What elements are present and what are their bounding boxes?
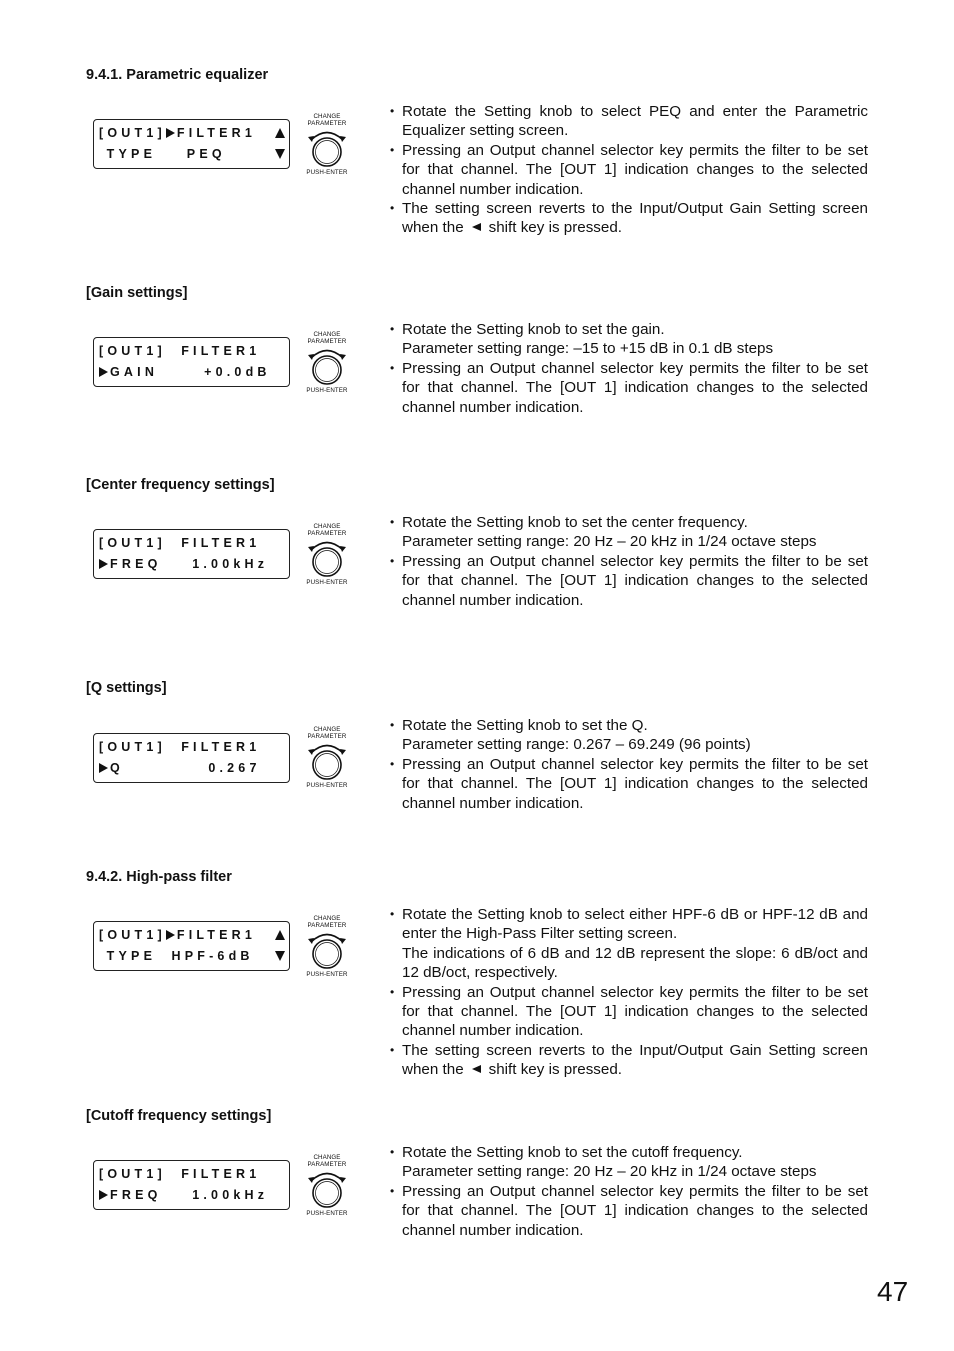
list-item-text: The setting screen reverts to the Input/Output Gain Setting screen when the [402, 1041, 868, 1079]
lcd-text: [OUT1] FILTER1 [99, 344, 261, 358]
knob-label: PARAMETER [307, 922, 347, 929]
cursor-arrow-icon [99, 559, 108, 569]
setting-knob-q [302, 726, 352, 790]
section-heading-high-pass-filter: 9.4.2. High-pass filter [86, 869, 232, 885]
list-item [390, 716, 868, 755]
cursor-arrow-icon [166, 930, 175, 940]
lcd-text: [OUT1] [99, 928, 166, 942]
description-list-hpf [390, 905, 868, 1080]
knob-label: PUSH-ENTER [306, 1210, 348, 1217]
lcd-text: TYPE HPF-6dB [99, 949, 254, 963]
list-item-text: The indications of 6 dB and 12 dB represent the slope: 6 dB/oct and 12 dB/oct, respectively. [402, 944, 868, 982]
cursor-arrow-icon [99, 367, 108, 377]
lcd-display-q [93, 733, 290, 783]
list-item-text: Parameter setting range: 20 Hz – 20 kHz in 1/24 octave steps [402, 1163, 817, 1181]
lcd-text: FILTER1 [176, 928, 257, 942]
knob-label: PARAMETER [307, 338, 347, 345]
lcd-display-center-frequency [93, 529, 290, 579]
cursor-arrow-icon [99, 1190, 108, 1200]
list-item-text: Parameter setting range: –15 to +15 dB in 0.1 dB steps [402, 340, 774, 358]
lcd-text: TYPE PEQ [99, 147, 226, 161]
list-item-text: • Rotate the Setting knob to set the center frequency. [402, 514, 748, 531]
setting-knob-gain [302, 331, 352, 395]
list-item: • Pressing an Output channel selector key permits the filter to be set for that channel. The [OUT 1] indication changes to the selected channel number indication. [390, 755, 868, 813]
page-number: 47 [877, 1276, 909, 1307]
scroll-up-icon [275, 930, 285, 940]
list-item [390, 513, 868, 552]
scroll-down-icon [275, 149, 285, 159]
section-heading-gain-settings: [Gain settings] [86, 285, 188, 301]
shift-left-arrow-icon [472, 1065, 481, 1073]
knob-label: PUSH-ENTER [306, 971, 348, 978]
lcd-text: [OUT1] FILTER1 [99, 536, 261, 550]
list-item-text: Parameter setting range: 0.267 – 69.249 (96 points) [402, 736, 751, 754]
knob-dial-icon [302, 915, 352, 979]
setting-knob-cutoff-frequency [302, 1154, 352, 1218]
description-list-gain [390, 320, 868, 417]
knob-label: CHANGE [313, 726, 341, 733]
lcd-text: [OUT1] [99, 126, 166, 140]
knob-label: PARAMETER [307, 733, 347, 740]
list-item [390, 1041, 868, 1080]
list-item: • Pressing an Output channel selector key permits the filter to be set for that channel. The [OUT 1] indication changes to the selected channel number indication. [390, 141, 868, 199]
list-item [390, 905, 868, 983]
shift-left-arrow-icon [472, 223, 481, 231]
knob-label: PARAMETER [307, 120, 347, 127]
lcd-display-cutoff-frequency [93, 1160, 290, 1210]
list-item: • Pressing an Output channel selector key permits the filter to be set for that channel. The [OUT 1] indication changes to the selected channel number indication. [390, 359, 868, 417]
setting-knob-hpf [302, 915, 352, 979]
section-heading-parametric-equalizer: 9.4.1. Parametric equalizer [86, 67, 269, 83]
list-item: • Pressing an Output channel selector key permits the filter to be set for that channel. The [OUT 1] indication changes to the selected channel number indication. [390, 552, 868, 610]
section-heading-center-frequency: [Center frequency settings] [86, 477, 275, 493]
list-item-text: Parameter setting range: 20 Hz – 20 kHz in 1/24 octave steps [402, 533, 817, 551]
knob-dial-icon [302, 113, 352, 177]
knob-label: CHANGE [313, 113, 341, 120]
knob-label: CHANGE [313, 523, 341, 530]
lcd-display-peq [93, 119, 290, 169]
knob-label: PUSH-ENTER [306, 169, 348, 176]
knob-label: CHANGE [313, 1154, 341, 1161]
knob-dial-icon [302, 523, 352, 587]
description-list-peq [390, 102, 868, 238]
knob-label: CHANGE [313, 915, 341, 922]
list-item [390, 320, 868, 359]
list-item [390, 1143, 868, 1182]
list-item: • Pressing an Output channel selector key permits the filter to be set for that channel. The [OUT 1] indication changes to the selected channel number indication. [390, 983, 868, 1041]
knob-label: PUSH-ENTER [306, 782, 348, 789]
list-item: • Pressing an Output channel selector key permits the filter to be set for that channel. The [OUT 1] indication changes to the selected channel number indication. [390, 1182, 868, 1240]
knob-dial-icon [302, 726, 352, 790]
description-list-q [390, 716, 868, 813]
scroll-down-icon [275, 951, 285, 961]
knob-dial-icon [302, 331, 352, 395]
scroll-up-icon [275, 128, 285, 138]
list-item-text: • Rotate the Setting knob to set the gain. [402, 321, 665, 338]
list-item-text: shift key is pressed. [488, 1061, 623, 1079]
knob-label: PUSH-ENTER [306, 387, 348, 394]
list-item: • Rotate the Setting knob to select PEQ and enter the Parametric Equalizer setting screen. [390, 102, 868, 141]
description-list-center-frequency [390, 513, 868, 610]
lcd-text: [OUT1] FILTER1 [99, 740, 261, 754]
list-item-text: • Rotate the Setting knob to select either HPF-6 dB or HPF-12 dB and enter the High-Pass Filter setting screen. [402, 906, 868, 943]
lcd-display-gain [93, 337, 290, 387]
list-item [390, 199, 868, 238]
section-heading-cutoff-frequency: [Cutoff frequency settings] [86, 1108, 272, 1124]
knob-label: PARAMETER [307, 530, 347, 537]
knob-dial-icon [302, 1154, 352, 1218]
cursor-arrow-icon [166, 128, 175, 138]
cursor-arrow-icon [99, 763, 108, 773]
list-item-text: • Rotate the Setting knob to set the cutoff frequency. [402, 1144, 743, 1161]
description-list-cutoff-frequency [390, 1143, 868, 1240]
lcd-text: FREQ 1.00kHz [110, 557, 269, 571]
list-item-text: shift key is pressed. [488, 219, 623, 237]
lcd-text: [OUT1] FILTER1 [99, 1167, 261, 1181]
knob-label: CHANGE [313, 331, 341, 338]
setting-knob-peq [302, 113, 352, 177]
lcd-text: FREQ 1.00kHz [110, 1188, 269, 1202]
section-heading-q-settings: [Q settings] [86, 680, 167, 696]
list-item-text: The setting screen reverts to the Input/Output Gain Setting screen when the [402, 200, 868, 237]
list-item-text: • Rotate the Setting knob to set the Q. [402, 717, 648, 734]
lcd-text: Q 0.267 [110, 761, 261, 775]
knob-label: PARAMETER [307, 1161, 347, 1168]
lcd-text: FILTER1 [176, 126, 257, 140]
knob-label: PUSH-ENTER [306, 579, 348, 586]
setting-knob-center-frequency [302, 523, 352, 587]
lcd-display-hpf [93, 921, 290, 971]
lcd-text: GAIN +0.0dB [110, 365, 271, 379]
